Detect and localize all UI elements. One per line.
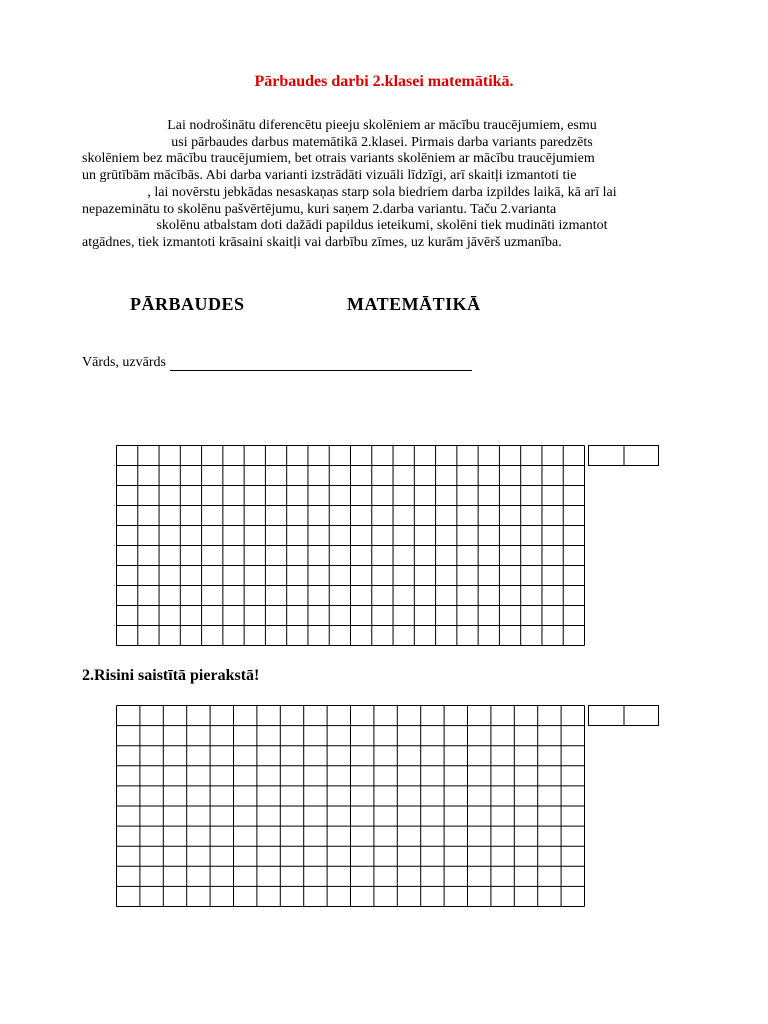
intro-line: skolēnu atbalstam doti dažādi papildus ieteikumi, skolēni tiek mudināti izmantot: [156, 218, 608, 234]
intro-paragraph: [82, 118, 682, 252]
intro-line: nepazeminātu to skolēnu pašvērtējumu, kuri saņem 2.darba variantu. Taču 2.varianta: [82, 201, 557, 217]
name-field-row: [82, 355, 472, 371]
intro-line: skolēniem bez mācību traucējumiem, bet otrais variants skolēniem ar mācību traucējumiem: [82, 151, 595, 167]
name-blank-line[interactable]: [170, 356, 472, 371]
intro-line: usi pārbaudes darbus matemātikā 2.klasei. Pirmais darba variants paredzēts: [171, 134, 593, 150]
answer-grid-1[interactable]: [116, 445, 586, 647]
task-2-heading: 2.Risini saistītā pierakstā!: [82, 667, 260, 684]
heading-left: PĀRBAUDES: [130, 294, 245, 314]
heading-right: MATEMĀTIKĀ: [347, 294, 481, 314]
document-title: Pārbaudes darbi 2.klasei matemātikā.: [254, 73, 514, 90]
name-label: Vārds, uzvārds: [82, 355, 166, 370]
intro-line: , lai novērstu jebkādas nesaskaņas starp sola biedriem darba izpildes laikā, kā arī lai: [147, 184, 617, 200]
intro-line: Lai nodrošinātu diferencētu pieeju skolēniem ar mācību traucējumiem, esmu: [167, 118, 597, 133]
score-box-2[interactable]: [588, 705, 660, 727]
answer-grid-2[interactable]: [116, 705, 586, 908]
intro-line: un grūtībām mācībās. Abi darba varianti izstrādāti vizuāli līdzīgi, arī skaitļi izmantoti tie: [82, 168, 577, 184]
score-box-1[interactable]: [588, 445, 660, 467]
intro-line: atgādnes, tiek izmantoti krāsaini skaitļi vai darbību zīmes, uz kurām jāvērš uzmanība.: [82, 234, 562, 250]
